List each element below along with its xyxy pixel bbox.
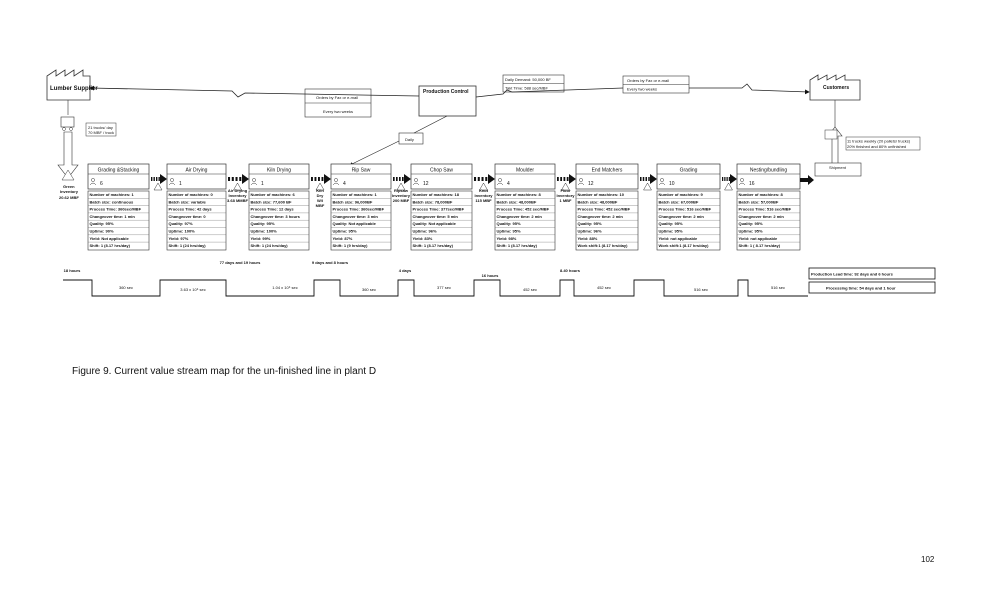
inventory-6: [556, 183, 575, 203]
push-arrow-head: [800, 175, 814, 185]
process-data-line: Uptime: 96%: [577, 228, 602, 234]
push-arrow-segment: [311, 177, 313, 181]
process-data-line: Shift: 1 ( 8.17 hrs/day): [738, 243, 781, 249]
process-8: [657, 164, 720, 250]
process-data-line: Changeover time: 5 min: [412, 213, 458, 219]
process-data-line: Uptime: 95%: [496, 228, 521, 234]
daily-label: Daily: [405, 137, 414, 142]
process-data-line: Number of machines: 9: [658, 192, 703, 197]
process-chain: [88, 164, 814, 250]
processing-time: 452 sec: [522, 287, 538, 292]
operator-count: 4: [343, 181, 346, 187]
process-data-line: Changeover time: 3 min: [332, 213, 378, 219]
operator-count: 6: [100, 181, 103, 187]
process-data-line: Process Time: 377sec/MBF: [412, 206, 465, 212]
process-data-line: Number of machines: 6: [250, 192, 295, 197]
inventory-label: Inventory: [556, 193, 575, 198]
process-data-line: Changeover time: 1 min: [89, 213, 135, 219]
process-data-line: Batch size: 57,000BF: [738, 199, 779, 205]
push-arrow-segment: [482, 177, 484, 181]
push-arrow-segment: [236, 177, 238, 181]
process-data-line: Quality: Not applicable: [332, 221, 376, 227]
operator-count: 16: [749, 181, 755, 187]
process-data-line: Uptime: 90%: [89, 228, 114, 234]
inventory-label: Knot: [478, 188, 489, 193]
orders-right-frequency: Every two weeks: [627, 86, 658, 92]
process-data-line: Process Time: 452 sec/MBF: [577, 206, 631, 212]
inventory-label: W/I: [317, 198, 323, 203]
push-arrow-head: [730, 174, 737, 184]
operator-count: 10: [669, 181, 675, 187]
inventory-label: MBF: [315, 203, 325, 208]
process-data-line: Shift: 1 (8.17 hrs/day): [412, 243, 453, 249]
wait-time: 4 days: [398, 268, 412, 273]
process-data-line: Quality: 95%: [250, 221, 275, 227]
push-arrow-segment: [318, 177, 320, 181]
push-arrow-segment: [643, 177, 645, 181]
process-data-line: Number of machines: 1: [89, 192, 134, 197]
operator-count: 12: [588, 181, 594, 187]
process-data-line: Quality: 97%: [168, 221, 193, 227]
wait-time: 18 hours: [63, 268, 81, 273]
operator-count: 12: [423, 181, 429, 187]
process-data-line: Number of machines: 18: [412, 192, 459, 197]
inventory-8: [725, 183, 733, 190]
timeline: [63, 260, 935, 296]
process-name: End Matchers: [591, 167, 623, 174]
process-data-line: Batch size: 48,000BF: [496, 199, 537, 205]
process-data-line: Changeover time: 2 min: [738, 213, 784, 219]
process-name: Moulder: [515, 167, 535, 174]
process-data-line: Changeover time: 2 min: [658, 213, 704, 219]
push-arrow-segment: [156, 177, 157, 181]
push-arrow-segment: [646, 177, 648, 181]
push-arrow-segment: [722, 177, 723, 181]
process-data-line: Changeover time: 3 hours: [250, 213, 300, 219]
process-data-line: Process Time: 360sec/MBF: [332, 206, 385, 212]
process-data-line: Shift: 1 (8.17 hrs/day): [496, 243, 537, 249]
customer-shipment: [815, 100, 920, 176]
push-arrow-head: [650, 174, 657, 184]
processing-time: 360 sec: [118, 285, 134, 290]
push-arrow: [640, 174, 657, 184]
green-inventory-line-3: 20.62 MBF: [59, 195, 79, 200]
push-arrow-segment: [560, 177, 562, 181]
push-arrow-head: [404, 174, 411, 184]
process-data-line: Yield: 88%: [577, 235, 598, 241]
push-arrow-segment: [396, 177, 398, 181]
process-3: [249, 164, 309, 250]
process-data-line: Uptime: 100%: [250, 228, 277, 234]
process-name: Rip Saw: [351, 167, 371, 174]
process-data-line: Shift: 1 (24 hrs/day): [250, 243, 288, 249]
processing-time: 516 sec: [693, 287, 709, 292]
push-arrow-segment: [567, 177, 569, 181]
push-arrow: [311, 174, 331, 184]
customers-label: Customers: [823, 85, 850, 91]
push-arrow-segment: [228, 177, 230, 181]
push-arrow-segment: [564, 177, 566, 181]
push-arrow-segment: [724, 177, 725, 181]
process-data-line: Batch size: 78,000BF: [412, 199, 453, 205]
processing-time: 1.04 x 10⁶ sec: [272, 285, 298, 290]
supplier-label: Lumber Supplier: [50, 86, 98, 92]
push-arrow-segment: [402, 177, 404, 181]
process-6: [495, 164, 555, 250]
process-data-line: Uptime: 96%: [412, 228, 437, 234]
inventory-7: [644, 183, 652, 190]
push-arrow-segment: [727, 177, 728, 181]
push-arrow-segment: [478, 177, 480, 181]
wait-time: 8.40 hours: [559, 268, 581, 273]
process-data-line: Uptime: 100%: [168, 228, 195, 234]
process-2: [167, 164, 226, 250]
process-name: Nesting/bundling: [749, 167, 788, 174]
process-data-line: Number of machines: 8: [738, 192, 783, 197]
push-arrow-segment: [557, 177, 559, 181]
push-arrow: [151, 174, 167, 184]
process-data-line: Quality: 95%: [577, 221, 602, 227]
push-arrow-segment: [399, 177, 401, 181]
inventory-label: Inventory: [391, 193, 411, 198]
shipment-label: Shipment: [829, 165, 846, 170]
processing-time: 452 sec: [596, 285, 612, 290]
push-arrow-head: [324, 174, 331, 184]
process-data-line: Uptime: 95%: [738, 228, 763, 234]
push-arrow-to-shipment: [800, 175, 814, 185]
inventory-label: Ripsaw: [393, 188, 409, 193]
process-data-line: Process Time: 360sec/MBF: [89, 206, 142, 212]
inventory-triangle-icon: [154, 183, 162, 190]
process-data-line: Quality: 95%: [738, 221, 763, 227]
process-data-line: Quality: 95%: [658, 221, 683, 227]
green-inventory: [59, 170, 79, 200]
processing-time: 377 sec: [436, 285, 452, 290]
process-7: [576, 164, 638, 250]
process-1: [88, 164, 149, 250]
push-arrow-segment: [474, 177, 476, 181]
orders-left-box: [305, 89, 371, 117]
push-arrow-segment: [232, 177, 234, 181]
process-4: [331, 164, 391, 250]
operator-count: 1: [179, 181, 182, 187]
inventory-label: Inventory: [228, 193, 247, 198]
push-arrow-segment: [154, 177, 155, 181]
inventory-3: [316, 183, 325, 208]
wait-time: 16 hours: [481, 273, 499, 278]
daily-schedule: [350, 116, 447, 165]
orders-right-box: [623, 76, 689, 93]
push-arrow: [393, 174, 411, 184]
process-data-line: Work shift:1 (8.17 hrs/day): [658, 243, 709, 249]
process-data-line: Process Time: 42 days: [168, 206, 212, 212]
process-data-line: Changeover time: 0: [168, 213, 206, 219]
lumber-supplier-factory: [47, 70, 98, 100]
process-data-line: Batch size: 77,600 BF: [250, 199, 292, 205]
green-inventory-line-2: Inventory: [60, 189, 79, 194]
push-arrow-segment: [151, 177, 152, 181]
process-data-line: Process Time: 516 sec/MBF: [738, 206, 792, 212]
process-data-line: Changeover time: 2 min: [496, 213, 542, 219]
process-data-line: Changeover time: 2 min: [577, 213, 623, 219]
process-data-line: Yield: 83%: [412, 235, 433, 241]
process-data-line: Batch size: variable: [168, 199, 206, 205]
orders-left-frequency: Every two weeks: [323, 109, 354, 114]
push-arrow-segment: [159, 177, 160, 181]
process-data-line: Batch size: 48,000BF: [577, 199, 618, 205]
lead-time-text: Production Lead time: 92 days and 6 hours: [811, 271, 893, 277]
push-arrow-head: [242, 174, 249, 184]
process-data-line: Process Time: 516 sec/MBF: [658, 206, 712, 212]
inventory-label: Inventory: [474, 193, 493, 198]
inventory-label: Kiln: [316, 188, 324, 193]
process-name: Air Drying: [185, 167, 208, 174]
push-arrow-head: [160, 174, 167, 184]
process-9: [737, 164, 800, 250]
inventory-2: [227, 183, 248, 203]
process-data-line: Work shift:1 (8.17 hrs/day): [577, 243, 628, 249]
inventory-label: Floor: [560, 188, 571, 193]
push-arrow-segment: [322, 177, 324, 181]
process-5: [411, 164, 472, 250]
inventory-1: [154, 183, 162, 190]
process-data-line: Number of machines: 10: [577, 192, 624, 197]
process-data-line: Batch size: 96,000BF: [332, 199, 373, 205]
process-data-line: Batch size: 67,000BF: [658, 199, 699, 205]
process-data-line: Batch size: continuous: [89, 199, 134, 205]
processing-time-text: Processing time: 54 days and 1 hour: [826, 285, 896, 291]
process-data-line: Process Time: 12 days: [250, 206, 294, 212]
process-data-line: Quality: Not applicable: [412, 221, 456, 227]
inventory-label: 200 MBF: [392, 198, 410, 203]
demand-box: [503, 75, 564, 92]
processing-time: 3.63 x 10⁶ sec: [180, 287, 206, 292]
green-inventory-line-1: Green: [63, 184, 75, 189]
inventory-label: 115 MBF: [475, 198, 492, 203]
process-data-line: Quality: 95%: [496, 221, 521, 227]
process-data-line: Shift: 1 (24 hrs/day): [168, 243, 206, 249]
process-data-line: Number of machines: 0: [168, 192, 213, 197]
inventory-label: Dry: [316, 193, 324, 198]
process-name: Kiln Drying: [266, 167, 292, 174]
push-arrow-segment: [393, 177, 395, 181]
inventory-label: 3.68 MMBF: [227, 198, 248, 203]
process-data-line: Process Time: 452 sec/MBF: [496, 206, 550, 212]
push-arrow-segment: [315, 177, 317, 181]
operator-count: 1: [261, 181, 264, 187]
process-data-line: Shift: 1 (8.17 hrs/day): [89, 243, 130, 249]
page-number: 102: [921, 555, 935, 564]
push-arrow-segment: [729, 177, 730, 181]
operator-count: 4: [507, 181, 510, 187]
orders-right-text: Orders by Fax or e-mail: [627, 78, 670, 83]
inventory-label: 1 MBF: [559, 198, 572, 203]
daily-demand-text: Daily Demand: 50,000 BF: [505, 77, 551, 82]
wait-time: 77 days and 19 hours: [219, 260, 261, 265]
push-arrow-segment: [485, 177, 487, 181]
inventory-5: [474, 183, 493, 203]
process-data-line: Yield: not applicable: [658, 235, 698, 241]
inventory-4: [392, 183, 411, 203]
production-control-label: Production Control: [423, 89, 469, 95]
production-control-box: [419, 86, 476, 116]
process-data-line: Shift: 1 (9 hrs/day): [332, 243, 368, 249]
process-data-line: Number of machines: 8: [496, 192, 541, 197]
takt-time-text: Takt Time: 588 sec/MBF: [505, 85, 548, 91]
process-name: Chop Saw: [429, 167, 454, 174]
process-data-line: Yield: 87%: [332, 235, 353, 241]
push-arrow-segment: [648, 177, 650, 181]
process-data-line: Uptime: 95%: [658, 228, 683, 234]
process-data-line: Number of machines: 1: [332, 192, 377, 197]
wait-time: 9 days and 8 hours: [311, 260, 349, 265]
push-arrow: [557, 174, 576, 184]
inventory-triangle-icon: [644, 183, 652, 190]
customers-factory: [810, 75, 860, 100]
processing-time: 360 sec: [361, 287, 377, 292]
process-data-line: Yield: 98%: [496, 235, 517, 241]
push-arrow: [228, 174, 249, 184]
customer-trucks-weekly: 11 trucks weekly (20 pallets/ trucks): [847, 138, 911, 144]
processing-time: 516 sec: [770, 285, 786, 290]
push-arrow: [722, 174, 737, 184]
figure-caption: Figure 9. Current value stream map for the un-finished line in plant D: [72, 366, 377, 377]
orders-left-text: Orders by Fax or e-mail: [316, 95, 359, 100]
process-name: Grading: [679, 167, 698, 174]
push-arrow: [474, 174, 495, 184]
process-data-line: Yield: Not applicable: [89, 235, 129, 241]
process-data-line: Yield: 99%: [250, 235, 271, 241]
push-arrow-head: [569, 174, 576, 184]
inventory-triangle-icon: [725, 183, 733, 190]
push-arrow-segment: [239, 177, 241, 181]
inventory-label: Air Drying: [227, 188, 248, 193]
process-name: Grading &Stacking: [97, 167, 140, 174]
customer-finished-split: 20% finished and 80% unfinished: [847, 144, 907, 149]
process-data-line: Yield: not applicable: [738, 235, 778, 241]
supplier-mbf-per-truck: 70 MBF / truck: [88, 130, 115, 135]
supplier-trucks-per-day: 21 trucks/ day: [88, 125, 113, 130]
process-data-line: Yield: 97%: [168, 235, 189, 241]
push-arrow-head: [488, 174, 495, 184]
push-arrow-segment: [640, 177, 642, 181]
process-data-line: Uptime: 95%: [332, 228, 357, 234]
process-data-line: Quality: 95%: [89, 221, 114, 227]
